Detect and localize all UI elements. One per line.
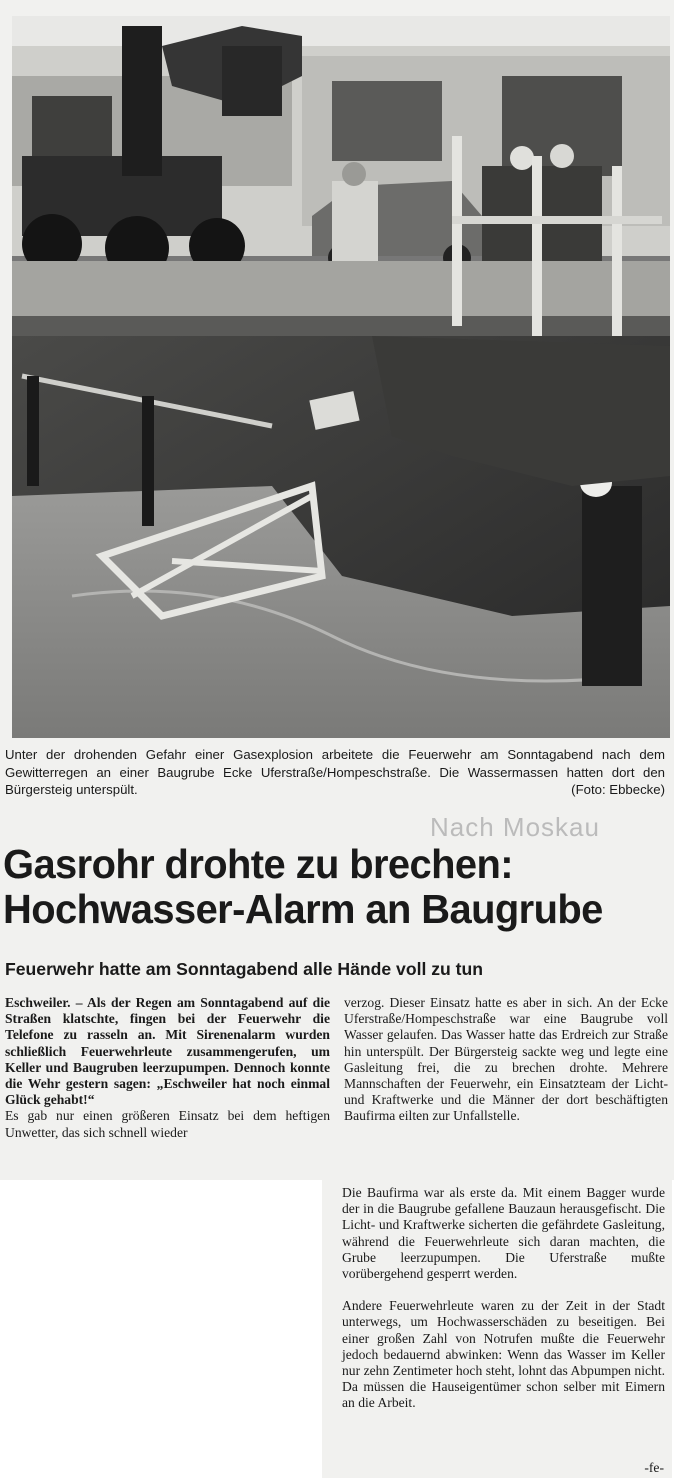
author-signature: -fe- (644, 1460, 664, 1475)
article-column-1-body: Es gab nur einen größeren Einsatz bei dem heftigen Unwetter, das sich schnell wieder (5, 1108, 330, 1140)
photo-credit: (Foto: Ebbecke) (571, 782, 665, 797)
news-photo-flooded-construction-pit (12, 16, 670, 738)
article-paragraph-baufirma: Die Baufirma war als erste da. Mit einem Bagger wurde der in die Baugrube gefallene Bauzaun herausgefischt. Die Licht- und Kraftwerke sicherten die gefährdete Gasleitung, während die Feuerwehrleute sich daran machten, die Grube leerzupumpen. Die Uferstraße mußte vorübergehend gesperrt werden. (342, 1185, 665, 1282)
article-lead: Eschweiler. – Als der Regen am Sonntagabend auf die Straßen klatschte, fingen bei der Feuerwehr die Telefone zu rasseln an. Mit Sirenenalarm wurden schließlich Feuerwehrleute zusammengerufen, um Keller und Baugruben leerzupumpen. Dennoch konnte die Wehr gestern sagen: „Eschweiler hat noch einmal Glück gehabt!“ (5, 995, 330, 1108)
article-headline (3, 842, 663, 932)
headline-line-2: Hochwasser-Alarm an Baugrube (3, 886, 603, 932)
article-column-1 (5, 995, 330, 1141)
photo-caption (5, 746, 665, 799)
article-subheadline: Feuerwehr hatte am Sonntagabend alle Hände voll zu tun (5, 959, 484, 979)
article-column-3 (342, 1185, 665, 1412)
article-column-2 (344, 995, 668, 1125)
article-column-2-body: verzog. Dieser Einsatz hatte es aber in sich. An der Ecke Uferstraße/Hompeschstraße war eine Baugrube voll Wasser gelaufen. Das Wasser hatte das Erdreich zur Straße hin unterspült. Der Bürgersteig sackte weg und legte eine Gasleitung frei, die zu brechen drohte. Mehrere Mannschaften der Feuerwehr, ein Einsatzteam der Licht- und Kraftwerke und die Männer der dort beschäftigten Baufirma eilten zur Unfallstelle. (344, 995, 668, 1124)
adjacent-article-fragment: Nach Moskau (430, 812, 600, 842)
article-paragraph-notrufe: Andere Feuerwehrleute waren zu der Zeit in der Stadt unterwegs, um Hochwasserschäden zu beseitigen. Bei einer großen Zahl von Notrufen mußte die Feuerwehr jedoch bedauernd abwinken: Wenn das Wasser im Keller nur zehn Zentimeter hoch steht, lohnt das Abpumpen nicht. Da müssen die Hauseigentümer schon selber mit Eimern an die Arbeit. (342, 1298, 665, 1411)
headline-line-1: Gasrohr drohte zu brechen: (3, 841, 513, 887)
caption-text: Unter der drohenden Gefahr einer Gasexplosion arbeitete die Feuerwehr am Sonntagabend nach dem Gewitterregen an einer Baugrube Ecke Uferstraße/Hompeschstraße. Die Wassermassen hatten dort den Bürgersteig unterspült. (5, 747, 665, 797)
